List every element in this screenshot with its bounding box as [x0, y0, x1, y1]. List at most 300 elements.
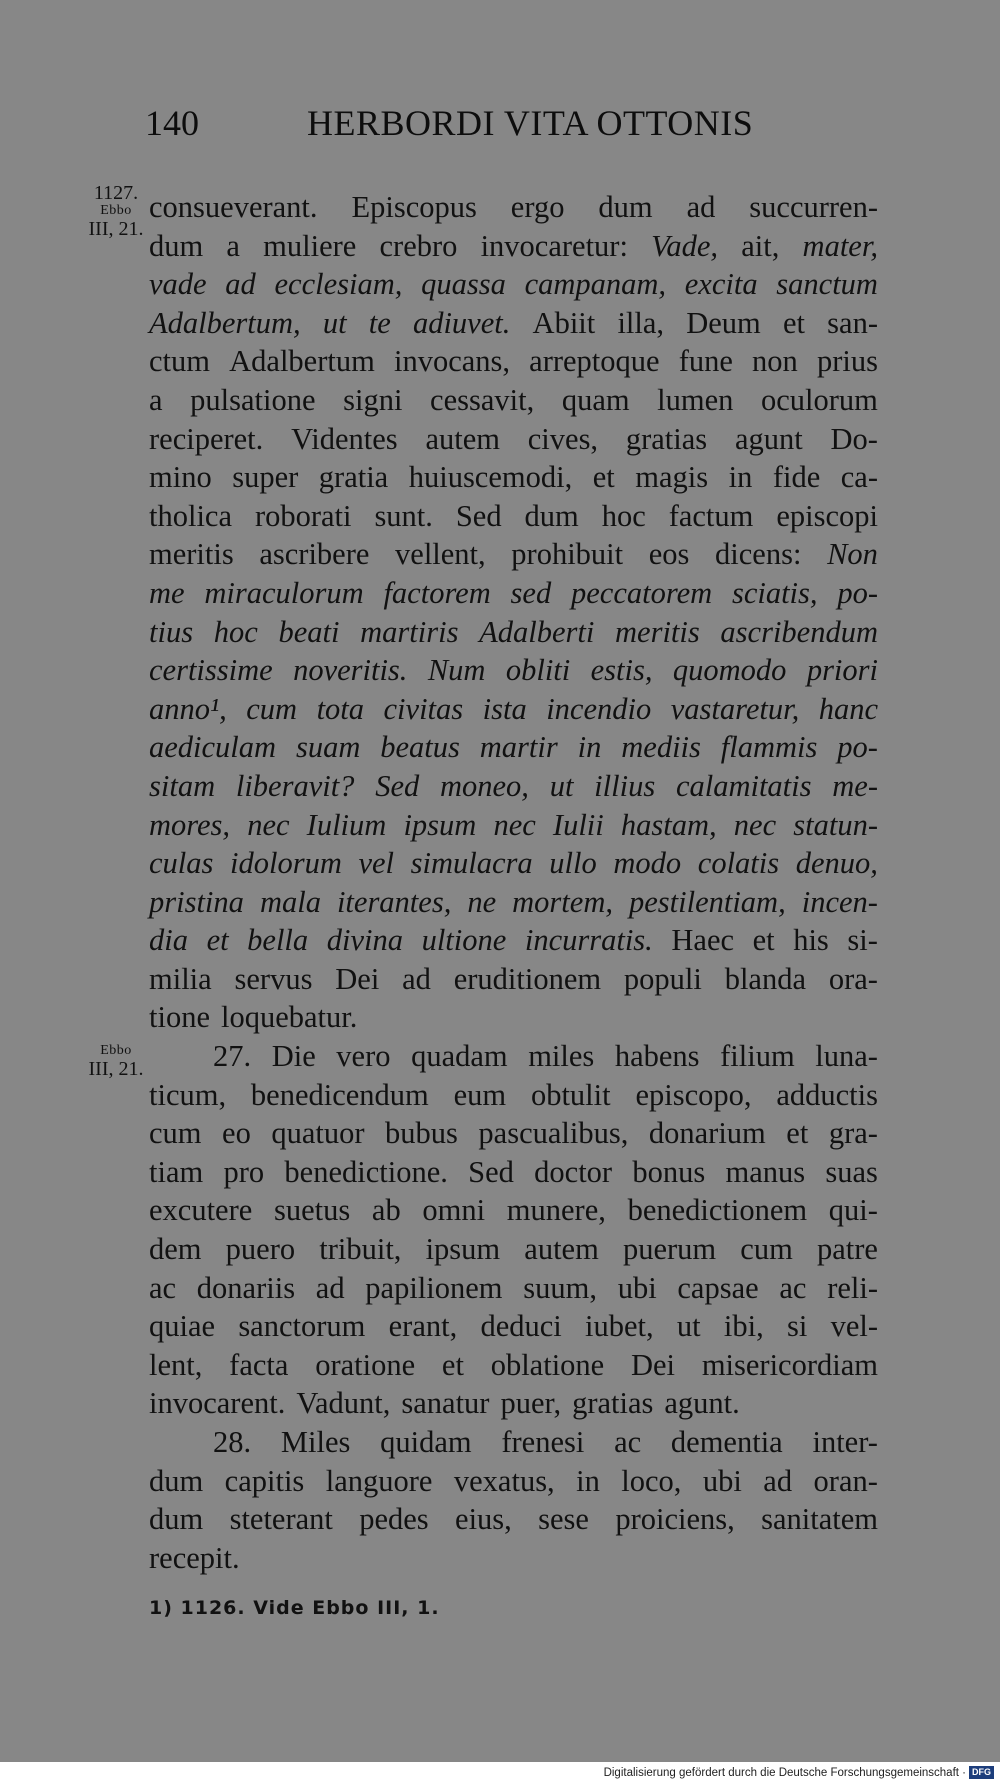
word: suetus	[273, 1193, 351, 1228]
word: arreptoque	[529, 344, 660, 379]
word: benedictionem	[627, 1193, 808, 1228]
word: suam	[295, 730, 361, 765]
word: pristina	[149, 884, 244, 919]
word: moneo,	[439, 768, 529, 803]
word: si-	[847, 923, 878, 958]
word: papilionem	[365, 1270, 503, 1305]
word: ora-	[828, 961, 878, 996]
word: hanc	[818, 691, 878, 726]
word: episcopo,	[635, 1077, 752, 1112]
word: succurren-	[749, 190, 878, 224]
word: omni	[422, 1193, 486, 1228]
word: suum,	[523, 1270, 597, 1305]
word: sed	[510, 575, 552, 610]
word: sitam	[149, 768, 216, 803]
word: loco,	[621, 1463, 682, 1498]
word: mino	[149, 460, 212, 495]
margin-year: 1127.	[93, 182, 139, 204]
word: Sed	[455, 498, 502, 533]
word: Num	[427, 653, 486, 688]
word: liberavit?	[235, 768, 355, 803]
word: sanitatem	[761, 1502, 878, 1537]
word: Sed	[375, 768, 420, 803]
text-line	[149, 420, 878, 459]
word: statun-	[793, 807, 878, 842]
word: sciatis,	[731, 575, 818, 610]
word: ad	[225, 267, 256, 302]
text-line	[149, 921, 878, 960]
word: incendio	[546, 691, 652, 726]
word: ascribendum	[720, 614, 878, 649]
word: sanatur	[401, 1386, 490, 1421]
word: signi	[343, 382, 403, 417]
word: aediculam	[149, 730, 277, 765]
word: po-	[837, 575, 878, 610]
word: crebro	[379, 228, 458, 263]
word: nec	[733, 807, 777, 842]
word: Dei	[335, 961, 380, 996]
word: eo	[222, 1116, 251, 1151]
word: dum	[149, 1463, 204, 1498]
word: me-	[832, 768, 878, 803]
word: Adalberti	[479, 614, 595, 649]
word: vellent,	[395, 537, 486, 572]
word: Dei	[630, 1347, 676, 1382]
word: tius	[149, 614, 194, 649]
margin-ref: III, 21.	[88, 218, 144, 240]
word: beati	[278, 614, 340, 649]
word: non	[752, 344, 798, 379]
text-line	[149, 844, 878, 883]
word: agunt.	[664, 1386, 740, 1421]
word: mater,	[802, 228, 878, 263]
word: modo	[613, 846, 682, 881]
word: eius,	[455, 1502, 512, 1537]
word: consueverant.	[149, 190, 318, 224]
word: colatis	[697, 846, 780, 881]
word: mortem,	[512, 884, 613, 919]
word: Vadunt,	[296, 1386, 391, 1421]
word: benedicendum	[250, 1077, 429, 1112]
word: prius	[816, 344, 878, 379]
word: filium	[720, 1039, 795, 1074]
text-line	[149, 728, 878, 767]
word: puero	[225, 1232, 296, 1267]
footnote: 1) 1126. Vide Ebbo III, 1.	[149, 1597, 440, 1619]
word: ut	[676, 1309, 701, 1344]
text-line	[149, 1346, 878, 1385]
word: roborati	[254, 498, 352, 533]
word: ad	[763, 1463, 793, 1498]
word: simulacra	[410, 846, 533, 881]
margin-note-1	[84, 184, 148, 238]
word: oculorum	[761, 382, 878, 417]
word: his	[793, 923, 829, 958]
word: Episcopus	[351, 190, 477, 224]
word: adductis	[776, 1077, 878, 1112]
word: oblatione	[490, 1347, 605, 1382]
word: oran-	[813, 1463, 878, 1498]
word: calamitatis	[675, 768, 812, 803]
word: cum	[149, 1116, 202, 1151]
text-line	[149, 458, 878, 497]
word: deduci	[480, 1309, 562, 1344]
word: ibi,	[723, 1309, 764, 1344]
word: cessavit,	[430, 382, 535, 417]
word: muliere	[263, 228, 357, 263]
text-line	[149, 613, 878, 652]
word: san-	[827, 305, 878, 340]
word: dum	[598, 190, 653, 224]
word: huiuscemodi,	[408, 460, 573, 495]
word: invocarent.	[149, 1386, 286, 1421]
word: Iulium	[306, 807, 387, 842]
text-line	[149, 188, 878, 227]
text-line	[149, 574, 878, 613]
word: ullo	[549, 846, 597, 881]
word: qui-	[828, 1193, 878, 1228]
word: sanctorum	[238, 1309, 366, 1344]
word: illa,	[617, 305, 665, 340]
word: lumen	[657, 382, 734, 417]
word: eos	[648, 537, 690, 572]
word: Sed	[468, 1154, 514, 1189]
word: et	[206, 923, 229, 958]
word: flammis	[720, 730, 818, 765]
word: misericordiam	[701, 1347, 878, 1382]
text-line	[149, 1037, 878, 1076]
word: bubus	[385, 1116, 458, 1151]
word: ista	[482, 691, 527, 726]
text-line	[149, 1076, 878, 1115]
text-line	[149, 1114, 878, 1153]
word: mala	[259, 884, 321, 919]
word: ait,	[741, 228, 780, 263]
word: meritis	[149, 537, 234, 572]
word: gratias	[572, 1386, 654, 1421]
text-line	[149, 535, 878, 574]
word: quadam	[411, 1039, 508, 1074]
word: pro	[223, 1154, 265, 1189]
word: iterantes,	[336, 884, 452, 919]
word: vel	[358, 846, 395, 881]
word: incen-	[801, 884, 878, 919]
word: iubet,	[585, 1309, 654, 1344]
word: 28.	[213, 1425, 252, 1459]
word: dicens:	[715, 537, 802, 572]
word: erant,	[388, 1309, 458, 1344]
word: prohibuit	[511, 537, 624, 572]
word: Haec	[671, 923, 735, 958]
word: reciperet.	[149, 421, 264, 456]
word: magis	[635, 460, 709, 495]
word: dia	[149, 923, 188, 958]
word: civitas	[383, 691, 464, 726]
text-line	[149, 1307, 878, 1346]
word: martir	[479, 730, 558, 765]
word: quam	[561, 382, 630, 417]
word: vade	[149, 267, 207, 302]
word: quatuor	[271, 1116, 365, 1151]
word: recepit.	[149, 1540, 240, 1575]
margin-source: Ebbo	[100, 1043, 132, 1058]
word: nec	[247, 807, 290, 842]
word: ad	[315, 1270, 345, 1305]
word: excutere	[149, 1193, 253, 1228]
page-number: 140	[145, 103, 199, 143]
word: et	[441, 1347, 464, 1382]
word: noveritis.	[293, 653, 408, 688]
word: gratias	[625, 421, 708, 456]
word: benedictione.	[284, 1154, 448, 1189]
word: ac	[149, 1270, 177, 1305]
word: ipsum	[403, 807, 477, 842]
text-line	[149, 960, 878, 999]
word: autem	[524, 1232, 599, 1267]
word: gratia	[318, 460, 389, 495]
word: doctor	[534, 1154, 613, 1189]
word: campanam,	[524, 267, 667, 302]
word: ecclesiam,	[274, 267, 403, 302]
word: loquebatur.	[221, 1000, 358, 1035]
word: in	[576, 1463, 600, 1498]
text-line	[149, 265, 878, 304]
word: obliti	[505, 653, 571, 688]
word: a	[149, 382, 163, 417]
word: meritis	[615, 614, 700, 649]
word: frenesi	[501, 1425, 585, 1459]
word: dum	[524, 498, 579, 533]
margin-note-2	[84, 1042, 148, 1078]
word: illius	[594, 768, 656, 803]
text-line	[149, 1230, 878, 1269]
word: ne	[467, 884, 497, 919]
word: manus	[725, 1154, 806, 1189]
text-line	[149, 1500, 878, 1539]
word: excita	[684, 267, 758, 302]
word: cum	[246, 691, 298, 726]
word: Videntes	[291, 421, 398, 456]
word: anno¹,	[149, 691, 227, 726]
text-line	[149, 304, 878, 343]
word: populi	[623, 961, 702, 996]
word: super	[232, 460, 299, 495]
word: cum	[740, 1232, 793, 1267]
word: ac	[614, 1425, 642, 1459]
word: miraculorum	[204, 575, 364, 610]
word: facta	[229, 1347, 289, 1382]
word: Non	[827, 537, 878, 572]
word: pestilentiam,	[628, 884, 786, 919]
word: a	[226, 228, 240, 263]
word: eruditionem	[453, 961, 602, 996]
word: dum	[149, 228, 204, 263]
word: vel-	[830, 1309, 878, 1344]
word: si	[786, 1309, 808, 1344]
word: Die	[271, 1039, 316, 1074]
word: et	[592, 460, 615, 495]
word: ticum,	[149, 1077, 227, 1112]
word: culas	[149, 846, 214, 881]
word: munere,	[506, 1193, 606, 1228]
word: ultione	[421, 923, 507, 958]
margin-source: Ebbo	[100, 203, 132, 218]
word: incurratis.	[524, 923, 653, 958]
text-line	[149, 883, 878, 922]
text-line	[149, 998, 878, 1037]
word: ad	[686, 190, 716, 224]
word: invocaretur:	[480, 228, 628, 263]
word: pascualibus,	[478, 1116, 629, 1151]
word: Deum	[686, 305, 761, 340]
text-line	[149, 1153, 878, 1192]
text-line	[149, 381, 878, 420]
word: idolorum	[230, 846, 342, 881]
word: factorem	[383, 575, 491, 610]
word: patre	[816, 1232, 878, 1267]
word: vastaretur,	[670, 691, 800, 726]
word: divina	[326, 923, 403, 958]
digitization-bar	[0, 1762, 1000, 1784]
word: proiciens,	[615, 1502, 735, 1537]
word: sese	[538, 1502, 589, 1537]
text-line	[149, 1191, 878, 1230]
word: Abiit	[532, 305, 596, 340]
word: fide	[772, 460, 821, 495]
word: 27.	[213, 1039, 252, 1074]
word: adiuvet.	[412, 305, 511, 340]
word: peccatorem	[571, 575, 713, 610]
word: hoc	[213, 614, 258, 649]
word: mediis	[621, 730, 701, 765]
dfg-logo: DFG	[969, 1766, 994, 1779]
word: luna-	[815, 1039, 878, 1074]
word: ac	[779, 1270, 807, 1305]
word: sanctum	[776, 267, 878, 302]
word: gra-	[828, 1116, 878, 1151]
margin-ref: III, 21.	[88, 1058, 144, 1080]
word: estis,	[590, 653, 653, 688]
word: donariis	[196, 1270, 296, 1305]
text-line	[149, 806, 878, 845]
word: tribuit,	[319, 1232, 402, 1267]
text-line	[149, 1269, 878, 1308]
word: vexatus,	[453, 1463, 555, 1498]
word: et	[782, 305, 805, 340]
text-line	[149, 1539, 878, 1578]
word: milia	[149, 961, 212, 996]
word: ut	[322, 305, 347, 340]
word: bella	[247, 923, 309, 958]
word: vero	[336, 1039, 391, 1074]
word: ab	[371, 1193, 401, 1228]
word: certissime	[149, 653, 273, 688]
word: sunt.	[374, 498, 433, 533]
text-line	[149, 497, 878, 536]
text-line	[149, 651, 878, 690]
word: Adalbertum	[229, 344, 375, 379]
word: quidam	[380, 1425, 472, 1459]
word: priori	[806, 653, 878, 688]
word: agunt	[734, 421, 803, 456]
word: dem	[149, 1232, 202, 1267]
word: autem	[425, 421, 500, 456]
word: ubi	[702, 1463, 742, 1498]
word: habens	[614, 1039, 700, 1074]
word: nec	[493, 807, 536, 842]
word: ctum	[149, 344, 210, 379]
word: capitis	[224, 1463, 305, 1498]
text-line	[149, 767, 878, 806]
word: servus	[234, 961, 313, 996]
word: et	[786, 1116, 809, 1151]
word: invocans,	[393, 344, 511, 379]
text-line	[149, 1384, 878, 1423]
body-text	[149, 188, 878, 1577]
word: ascribere	[259, 537, 370, 572]
word: reli-	[827, 1270, 878, 1305]
digitization-notice: Digitalisierung gefördert durch die Deutsche Forschungsgemeinschaft ·	[603, 1767, 966, 1779]
word: et	[752, 923, 775, 958]
word: ad	[402, 961, 431, 996]
word: languore	[325, 1463, 433, 1498]
word: in	[577, 730, 602, 765]
word: suas	[825, 1154, 878, 1189]
word: quomodo	[672, 653, 787, 688]
word: ergo	[510, 190, 565, 224]
word: ubi	[617, 1270, 657, 1305]
word: oratione	[315, 1347, 416, 1382]
word: dementia	[670, 1425, 783, 1459]
text-line	[149, 342, 878, 381]
word: Miles	[280, 1425, 351, 1459]
word: denuo,	[795, 846, 878, 881]
word: Vade,	[651, 228, 719, 263]
word: ca-	[840, 460, 878, 495]
word: steterant	[229, 1502, 333, 1537]
word: me	[149, 575, 185, 610]
word: beatus	[380, 730, 460, 765]
word: cives,	[527, 421, 599, 456]
word: dum	[149, 1502, 204, 1537]
text-line	[149, 1462, 878, 1501]
word: quassa	[421, 267, 506, 302]
word: blanda	[724, 961, 806, 996]
word: inter-	[812, 1425, 878, 1459]
word: puer,	[500, 1386, 562, 1421]
word: Adalbertum,	[149, 305, 301, 340]
word: tholica	[149, 498, 232, 533]
word: donarium	[648, 1116, 766, 1151]
word: fune	[678, 344, 733, 379]
word: pulsatione	[190, 382, 316, 417]
word: miles	[528, 1039, 595, 1074]
word: episcopi	[776, 498, 878, 533]
word: tota	[316, 691, 365, 726]
word: ut	[549, 768, 574, 803]
word: hastam,	[620, 807, 717, 842]
word: obtulit	[530, 1077, 611, 1112]
word: quiae	[149, 1309, 216, 1344]
word: po-	[837, 730, 878, 765]
word: bonus	[632, 1154, 706, 1189]
word: tione	[149, 1000, 210, 1035]
word: lent,	[149, 1347, 203, 1382]
word: martiris	[360, 614, 459, 649]
word: factum	[668, 498, 754, 533]
word: pedes	[359, 1502, 429, 1537]
running-header	[0, 102, 1000, 146]
